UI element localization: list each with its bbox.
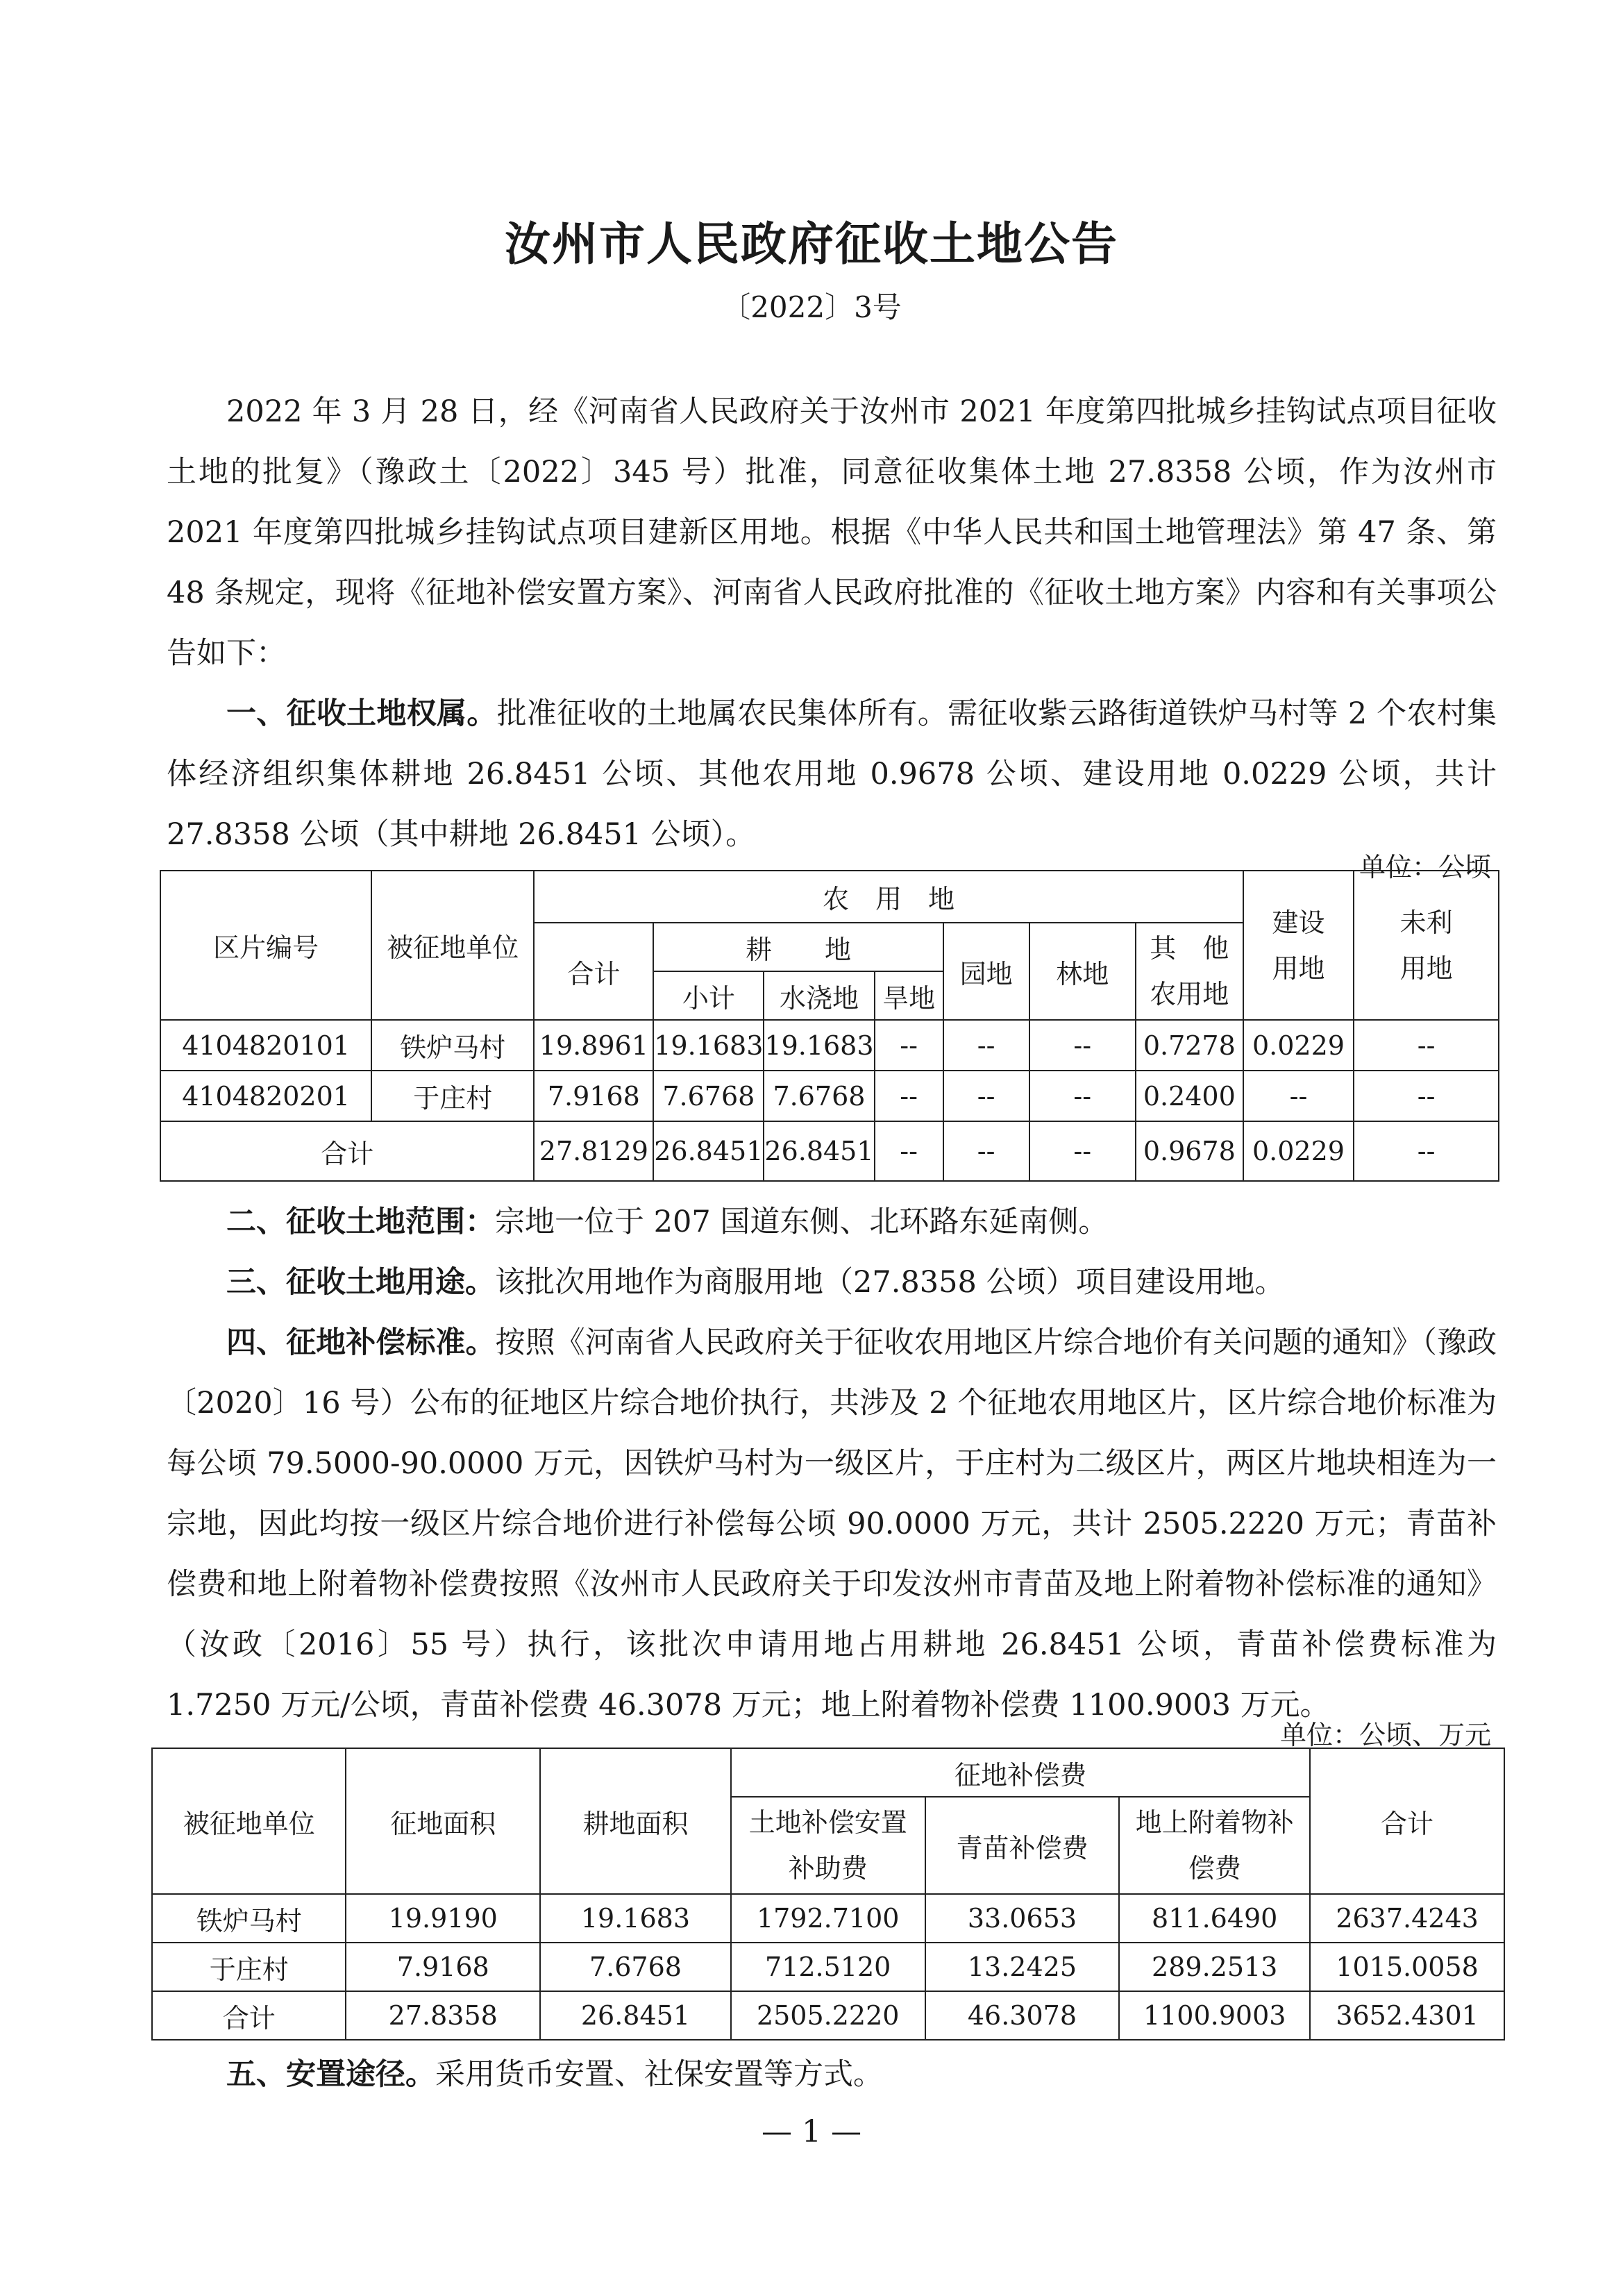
header-zone-code: 区片编号	[160, 871, 371, 1020]
section-3	[167, 1252, 1497, 1313]
header-cultivated: 耕 地	[653, 923, 943, 971]
cell-unused: --	[1354, 1071, 1499, 1121]
cell-land-comp: 1792.7100	[731, 1894, 925, 1943]
cell-dry: --	[875, 1020, 943, 1071]
cell-cultivated: 19.1683	[540, 1894, 731, 1943]
cell-code: 4104820201	[160, 1071, 371, 1121]
page-number: — 1 —	[762, 2114, 861, 2150]
cell-garden: --	[943, 1121, 1029, 1181]
document-number: 〔2022〕3号	[721, 290, 902, 324]
table-row	[152, 1894, 1504, 1943]
cell-total: 2637.4243	[1310, 1894, 1504, 1943]
cell-forest: --	[1029, 1121, 1136, 1181]
header-total: 合计	[534, 923, 653, 1020]
cell-garden: --	[943, 1071, 1029, 1121]
cell-area: 19.9190	[346, 1894, 540, 1943]
cell-unit: 于庄村	[152, 1943, 346, 1991]
cell-other: 0.7278	[1136, 1020, 1243, 1071]
cell-subtotal: 7.6768	[653, 1071, 764, 1121]
cell-other: 0.2400	[1136, 1071, 1243, 1121]
section-1-text: 批准征收的土地属农民集体所有。需征收紫云路街道铁炉马村等 2 个农村集体经济组织集体耕地 26.8451 公顷、其他农用地 0.9678 公顷、建设用地 0.0229 公顷，共计 27.8358 公顷（其中耕地 26.8451 公顷）。	[167, 696, 1497, 852]
table-row	[152, 1943, 1504, 1991]
cell-total: 3652.4301	[1310, 1991, 1504, 2040]
header-unit: 被征地单位	[371, 871, 534, 1020]
cell-irrigated: 26.8451	[764, 1121, 874, 1181]
table-2-unit: 单位：公顷、万元	[1279, 1720, 1491, 1750]
header-unit: 被征地单位	[152, 1748, 346, 1894]
cell-unused: --	[1354, 1121, 1499, 1181]
cell-attach-comp: 289.2513	[1119, 1943, 1310, 1991]
section-1-heading: 一、征收土地权属。	[226, 696, 497, 731]
cell-irrigated: 19.1683	[764, 1020, 874, 1071]
cell-total: 27.8129	[534, 1121, 653, 1181]
sections-2-4	[167, 1192, 1497, 1736]
cell-forest: --	[1029, 1020, 1136, 1071]
header-cultivated-area: 耕地面积	[540, 1748, 731, 1894]
cell-crop-comp: 33.0653	[925, 1894, 1120, 1943]
header-area: 征地面积	[346, 1748, 540, 1894]
cell-total: 1015.0058	[1310, 1943, 1504, 1991]
cell-dry: --	[875, 1121, 943, 1181]
cell-dry: --	[875, 1071, 943, 1121]
header-irrigated: 水浇地	[764, 971, 874, 1020]
cell-land-comp: 2505.2220	[731, 1991, 925, 2040]
cell-cultivated: 26.8451	[540, 1991, 731, 2040]
section-5	[167, 2045, 1497, 2105]
cell-subtotal: 19.1683	[653, 1020, 764, 1071]
section-2	[167, 1192, 1497, 1252]
table-sum-row	[152, 1991, 1504, 2040]
cell-crop-comp: 13.2425	[925, 1943, 1120, 1991]
land-table	[160, 870, 1499, 1182]
cell-unit: 合计	[152, 1991, 346, 2040]
header-construction: 建设 用地	[1243, 871, 1354, 1020]
cell-garden: --	[943, 1020, 1029, 1071]
cell-total: 19.8961	[534, 1020, 653, 1071]
cell-other: 0.9678	[1136, 1121, 1243, 1181]
intro-section	[167, 382, 1497, 865]
cell-total: 7.9168	[534, 1071, 653, 1121]
cell-attach-comp: 811.6490	[1119, 1894, 1310, 1943]
cell-irrigated: 7.6768	[764, 1071, 874, 1121]
cell-forest: --	[1029, 1071, 1136, 1121]
section-2-heading: 二、征收土地范围：	[226, 1205, 495, 1239]
cell-construction: 0.0229	[1243, 1121, 1354, 1181]
header-compensation: 征地补偿费	[731, 1748, 1310, 1797]
header-garden: 园地	[943, 923, 1029, 1020]
header-farmland: 农 用 地	[534, 871, 1243, 923]
header-total: 合计	[1310, 1748, 1504, 1894]
cell-construction: 0.0229	[1243, 1020, 1354, 1071]
section-4-heading: 四、征地补偿标准。	[226, 1325, 496, 1360]
intro-paragraph: 2022 年 3 月 28 日，经《河南省人民政府关于汝州市 2021 年度第四批城乡挂钩试点项目征收土地的批复》（豫政土〔2022〕345 号）批准，同意征收集体土地 27.8358 公顷，作为汝州市 2021 年度第四批城乡挂钩试点项目建新区用地。根据《中华人民共和国土地管理法》第 47 条、第 48 条规定，现将《征地补偿安置方案》、河南省人民政府批准的《征收土地方案》内容和有关事项公告如下：	[167, 394, 1497, 671]
section-4	[167, 1313, 1497, 1736]
section-5-text: 采用货币安置、社保安置等方式。	[435, 2057, 883, 2092]
header-forest: 林地	[1029, 923, 1136, 1020]
cell-area: 27.8358	[346, 1991, 540, 2040]
cell-sum-label: 合计	[160, 1121, 534, 1181]
table-sum-row	[160, 1121, 1499, 1181]
table-row	[160, 1071, 1499, 1121]
header-crop-comp: 青苗补偿费	[925, 1797, 1120, 1894]
header-subtotal: 小计	[653, 971, 764, 1020]
cell-crop-comp: 46.3078	[925, 1991, 1120, 2040]
cell-subtotal: 26.8451	[653, 1121, 764, 1181]
cell-code: 4104820101	[160, 1020, 371, 1071]
cell-unit: 于庄村	[371, 1071, 534, 1121]
cell-unit: 铁炉马村	[371, 1020, 534, 1071]
section-5-block	[167, 2045, 1497, 2105]
section-3-text: 该批次用地作为商服用地（27.8358 公顷）项目建设用地。	[495, 1265, 1285, 1300]
table-1-unit: 单位：公顷	[1359, 852, 1491, 882]
header-other-farm: 其 他 农用地	[1136, 923, 1243, 1020]
section-2-text: 宗地一位于 207 国道东侧、北环路东延南侧。	[495, 1205, 1109, 1239]
header-attach-comp: 地上附着物补 偿费	[1119, 1797, 1310, 1894]
cell-construction: --	[1243, 1071, 1354, 1121]
section-1	[167, 684, 1497, 865]
cell-unused: --	[1354, 1020, 1499, 1071]
section-3-heading: 三、征收土地用途。	[226, 1265, 495, 1300]
cell-land-comp: 712.5120	[731, 1943, 925, 1991]
header-land-comp: 土地补偿安置 补助费	[731, 1797, 925, 1894]
header-dry: 旱地	[875, 971, 943, 1020]
cell-area: 7.9168	[346, 1943, 540, 1991]
cell-cultivated: 7.6768	[540, 1943, 731, 1991]
section-4-text: 按照《河南省人民政府关于征收农用地区片综合地价有关问题的通知》（豫政〔2020〕16 号）公布的征地区片综合地价执行，共涉及 2 个征地农用地区片，区片综合地价标准为每公顷 79.5000-90.0000 万元，因铁炉马村为一级区片，于庄村为二级区片，两区片地块相连为一宗地，因此均按一级区片综合地价进行补偿每公顷 90.0000 万元，共计 2505.2220 万元；青苗补偿费和地上附着物补偿费按照《汝州市人民政府关于印发汝州市青苗及地上附着物补偿标准的通知》（汝政〔2016〕55 号）执行，该批次申请用地占用耕地 26.8451 公顷，青苗补偿费标准为 1.7250 万元/公顷，青苗补偿费 46.3078 万元；地上附着物补偿费 1100.9003 万元。	[167, 1325, 1497, 1723]
cell-unit: 铁炉马村	[152, 1894, 346, 1943]
page-title: 汝州市人民政府征收土地公告	[505, 217, 1118, 271]
cell-attach-comp: 1100.9003	[1119, 1991, 1310, 2040]
header-unused: 未利 用地	[1354, 871, 1499, 1020]
compensation-table	[151, 1748, 1505, 2041]
section-5-heading: 五、安置途径。	[226, 2057, 435, 2092]
table-row	[160, 1020, 1499, 1071]
